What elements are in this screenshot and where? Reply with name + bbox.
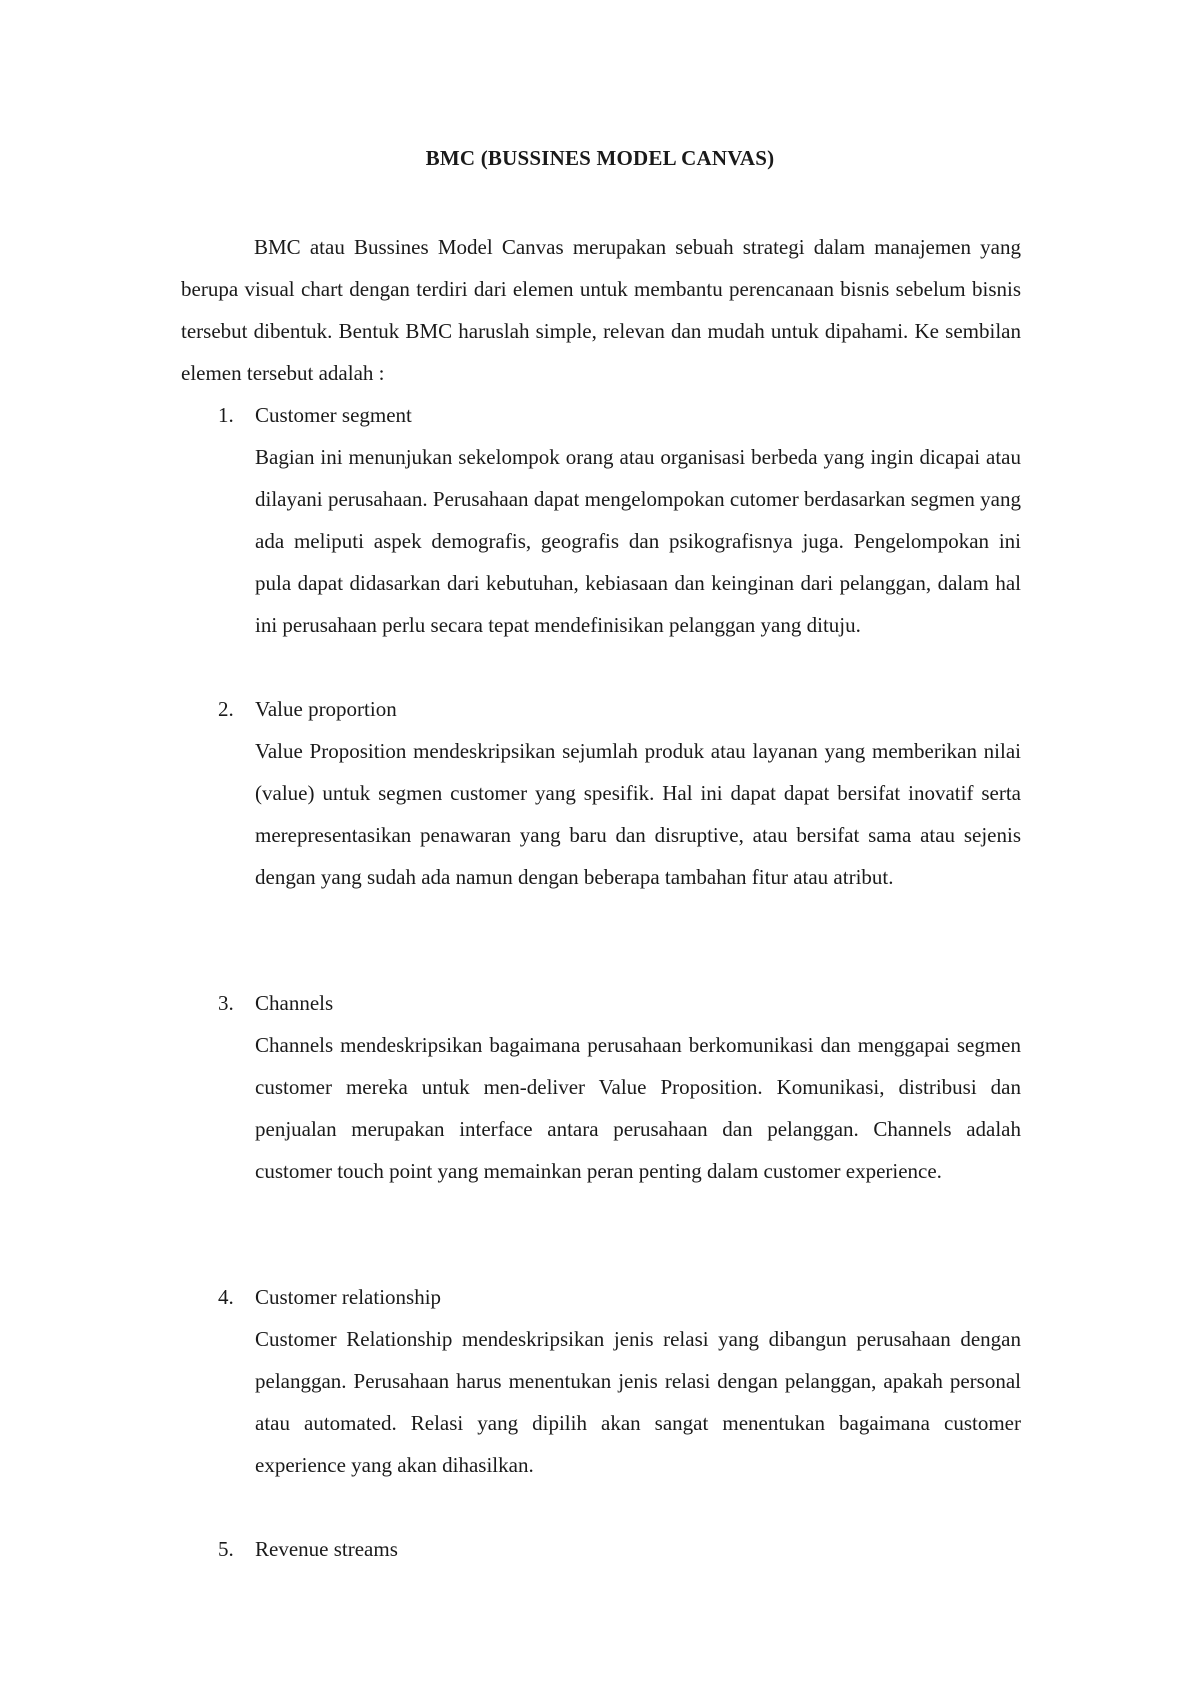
list-item-customer-segment xyxy=(181,394,1021,646)
item-body xyxy=(255,1024,1021,1192)
item-body-text: Channels mendeskripsikan bagaimana perusahaan berkomunikasi dan menggapai segmen customer mereka untuk men-deliver Value Proposition. Komunikasi, distribusi dan penjualan merupakan interface antara perusahaan dan pelanggan. Channels adalah customer touch point yang memainkan peran penting dalam customer experience. xyxy=(255,1033,1021,1183)
item-number: 4. xyxy=(218,1285,234,1309)
item-number: 2. xyxy=(218,697,234,721)
item-heading xyxy=(181,1276,1021,1318)
item-heading xyxy=(181,982,1021,1024)
item-title: Value proportion xyxy=(255,697,397,721)
item-heading xyxy=(181,394,1021,436)
item-body xyxy=(255,436,1021,646)
intro-text: BMC atau Bussines Model Canvas merupakan sebuah strategi dalam manajemen yang berupa visual chart dengan terdiri dari elemen untuk membantu perencanaan bisnis sebelum bisnis tersebut dibentuk. Bentuk BMC haruslah simple, relevan dan mudah untuk dipahami. Ke sembilan elemen tersebut adalah : xyxy=(181,235,1021,385)
list-item-revenue-streams xyxy=(181,1528,1021,1570)
document-title: BMC (BUSSINES MODEL CANVAS) xyxy=(425,146,775,170)
item-body-text: Bagian ini menunjukan sekelompok orang atau organisasi berbeda yang ingin dicapai atau dilayani perusahaan. Perusahaan dapat mengelompokan cutomer berdasarkan segmen yang ada meliputi aspek demografis, geografis dan psikografisnya juga. Pengelompokan ini pula dapat didasarkan dari kebutuhan, kebiasaan dan keinginan dari pelanggan, dalam hal ini perusahaan perlu secara tepat mendefinisikan pelanggan yang dituju. xyxy=(255,445,1021,637)
item-number: 3. xyxy=(218,991,234,1015)
item-body xyxy=(255,730,1021,898)
item-title: Revenue streams xyxy=(255,1537,398,1561)
item-title: Customer relationship xyxy=(255,1285,442,1309)
list-item-channels xyxy=(181,982,1021,1192)
item-body-text: Value Proposition mendeskripsikan sejumlah produk atau layanan yang memberikan nilai (value) untuk segmen customer yang spesifik. Hal ini dapat dapat bersifat inovatif serta merepresentasikan penawaran yang baru dan disruptive, atau bersifat sama atau sejenis dengan yang sudah ada namun dengan beberapa tambahan fitur atau atribut. xyxy=(255,739,1021,889)
item-heading xyxy=(181,688,1021,730)
item-title: Channels xyxy=(255,991,334,1015)
intro-paragraph xyxy=(181,226,1021,394)
item-body-text: Customer Relationship mendeskripsikan jenis relasi yang dibangun perusahaan dengan pelanggan. Perusahaan harus menentukan jenis relasi dengan pelanggan, apakah personal atau automated. Relasi yang dipilih akan sangat menentukan bagaimana customer experience yang akan dihasilkan. xyxy=(255,1327,1021,1477)
item-number: 5. xyxy=(218,1537,234,1561)
item-number: 1. xyxy=(218,403,234,427)
list-item-value-proportion xyxy=(181,688,1021,898)
list-item-customer-relationship xyxy=(181,1276,1021,1486)
item-title: Customer segment xyxy=(255,403,412,427)
item-heading xyxy=(181,1528,1021,1570)
item-body xyxy=(255,1318,1021,1486)
